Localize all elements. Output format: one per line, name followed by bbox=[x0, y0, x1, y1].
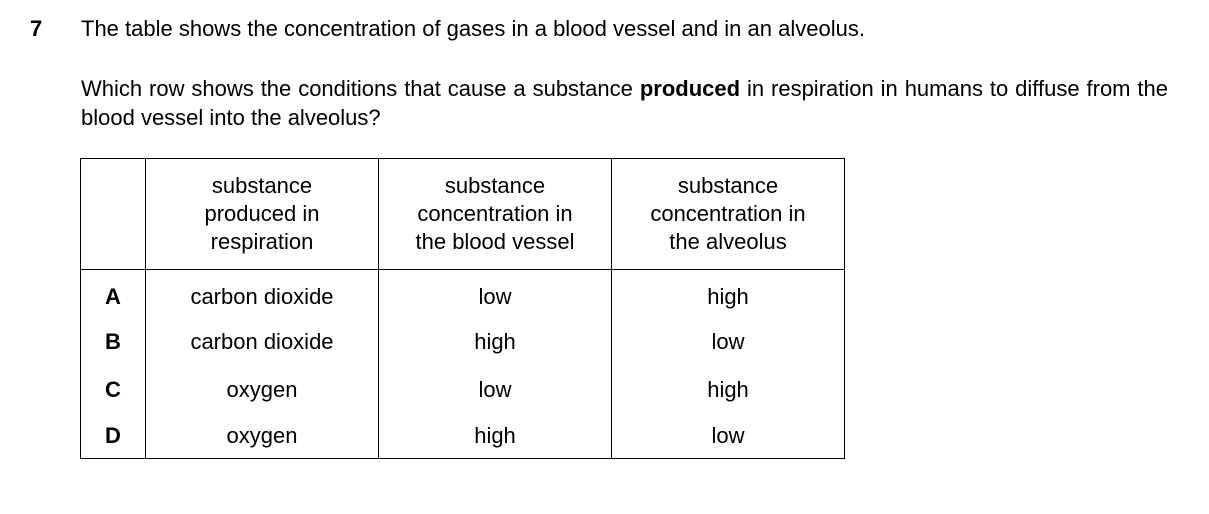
header-line: the blood vessel bbox=[415, 229, 575, 254]
gas-concentration-table bbox=[80, 158, 845, 459]
table-header-row bbox=[81, 159, 845, 270]
row-blood-concentration: low bbox=[379, 366, 612, 414]
header-line: substance bbox=[444, 173, 546, 198]
row-alveolus-concentration: high bbox=[612, 366, 845, 414]
row-substance: oxygen bbox=[146, 414, 379, 459]
row-blood-concentration: high bbox=[379, 318, 612, 366]
question-intro: The table shows the concentration of gases in a blood vessel and in an alveolus. bbox=[81, 16, 865, 41]
row-letter: C bbox=[81, 366, 146, 414]
header-line: substance bbox=[677, 173, 779, 198]
row-substance: carbon dioxide bbox=[146, 318, 379, 366]
header-line: concentration in bbox=[650, 201, 806, 226]
header-cell-substance bbox=[146, 159, 379, 270]
header-line: respiration bbox=[210, 229, 314, 254]
header-cell-blood-vessel bbox=[379, 159, 612, 270]
row-substance: oxygen bbox=[146, 366, 379, 414]
table-row-b bbox=[81, 318, 845, 366]
header-line: produced in bbox=[204, 201, 320, 226]
row-substance: carbon dioxide bbox=[146, 270, 379, 319]
row-alveolus-concentration: low bbox=[612, 318, 845, 366]
row-letter: A bbox=[81, 270, 146, 319]
row-letter: D bbox=[81, 414, 146, 459]
table-row-c bbox=[81, 366, 845, 414]
row-blood-concentration: low bbox=[379, 270, 612, 319]
question-number: 7 bbox=[30, 16, 43, 41]
prompt-text-before: Which row shows the conditions that cause a substance bbox=[81, 76, 640, 101]
header-cell-letter bbox=[81, 159, 146, 270]
row-letter: B bbox=[81, 318, 146, 366]
prompt-bold-word: produced bbox=[639, 76, 741, 101]
row-alveolus-concentration: high bbox=[612, 270, 845, 319]
header-line: concentration in bbox=[417, 201, 573, 226]
row-blood-concentration: high bbox=[379, 414, 612, 459]
table-row-d bbox=[81, 414, 845, 459]
prompt-text-after: in respiration in humans to diffuse from the blood vessel into the alveolus? bbox=[81, 76, 1169, 130]
table-row-a bbox=[81, 270, 845, 319]
row-alveolus-concentration: low bbox=[612, 414, 845, 459]
header-line: substance bbox=[211, 173, 313, 198]
question-prompt bbox=[81, 74, 1168, 132]
header-cell-alveolus bbox=[612, 159, 845, 270]
header-line: the alveolus bbox=[669, 229, 787, 254]
